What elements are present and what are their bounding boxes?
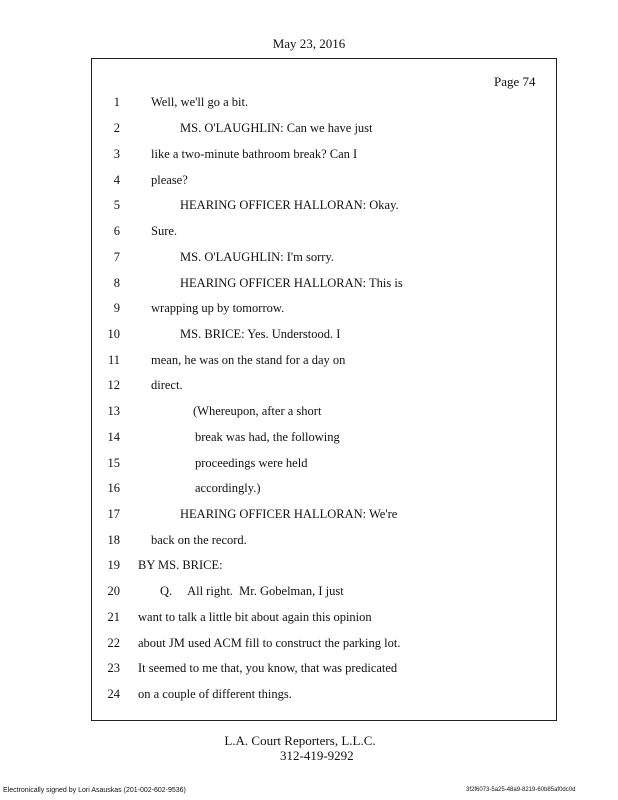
line-number: 22 [107,636,120,650]
transcript-line [0,327,618,347]
transcript-line [0,198,618,218]
page-number: Page 74 [494,74,536,89]
line-number: 13 [107,404,120,418]
line-text: about JM used ACM fill to construct the parking lot. [138,636,401,650]
footer-firm-name: L.A. Court Reporters, L.L.C. [224,733,376,748]
transcript-line [0,147,618,167]
line-number: 6 [113,224,120,238]
line-text: Q. All right. Mr. Gobelman, I just [160,584,344,598]
line-number: 3 [113,147,120,161]
line-number: 21 [107,610,120,624]
transcript-line [0,121,618,141]
line-number: 23 [107,661,120,675]
transcript-line [0,584,618,604]
document-guid: 3f2f6073-5a25-48a9-8219-60b85af0dc0d [466,787,576,793]
line-text: like a two-minute bathroom break? Can I [151,147,358,161]
line-text: on a couple of different things. [138,687,292,701]
line-text: proceedings were held [195,456,308,470]
transcript-line [0,687,618,707]
line-text: Sure. [151,224,178,238]
line-text: accordingly.) [195,481,261,495]
line-number: 15 [107,456,120,470]
line-number: 2 [113,121,120,135]
electronic-signature-note: Electronically signed by Lori Asauskas (201-002-602-9536) [3,787,186,794]
transcript-line [0,610,618,630]
line-number: 9 [113,301,120,315]
line-number: 24 [107,687,120,701]
transcript-line [0,95,618,115]
transcript-line [0,301,618,321]
line-text: direct. [151,378,183,392]
line-number: 10 [107,327,120,341]
line-text: MS. BRICE: Yes. Understood. I [180,327,341,341]
transcript-line [0,404,618,424]
transcript-line [0,276,618,296]
transcript-line [0,378,618,398]
line-number: 11 [107,353,120,367]
line-number: 5 [113,198,120,212]
transcript-line [0,250,618,270]
line-text: It seemed to me that, you know, that was predicated [138,661,398,675]
transcript-line [0,481,618,501]
line-text: back on the record. [151,533,247,547]
transcript-line [0,636,618,656]
line-number: 12 [107,378,120,392]
line-text: mean, he was on the stand for a day on [151,353,346,367]
header-date: May 23, 2016 [272,36,346,51]
line-text: (Whereupon, after a short [193,404,322,418]
line-text: MS. O'LAUGHLIN: I'm sorry. [180,250,335,264]
line-text: BY MS. BRICE: [138,558,223,572]
transcript-line [0,224,618,244]
line-text: HEARING OFFICER HALLORAN: This is [180,276,403,290]
line-number: 19 [107,558,120,572]
line-number: 14 [107,430,120,444]
transcript-line [0,173,618,193]
line-text: break was had, the following [195,430,340,444]
line-text: want to talk a little bit about again this opinion [138,610,372,624]
footer-phone: 312-419-9292 [280,748,354,763]
line-text: HEARING OFFICER HALLORAN: Okay. [180,198,399,212]
line-number: 16 [107,481,120,495]
transcript-line [0,533,618,553]
transcript-line [0,456,618,476]
line-number: 20 [107,584,120,598]
transcript-line [0,661,618,681]
line-number: 17 [107,507,120,521]
line-number: 18 [107,533,120,547]
transcript-line [0,507,618,527]
line-number: 8 [113,276,120,290]
transcript-line [0,430,618,450]
line-text: Well, we'll go a bit. [151,95,249,109]
line-text: HEARING OFFICER HALLORAN: We're [180,507,398,521]
line-text: please? [151,173,188,187]
transcript-line [0,558,618,578]
line-number: 1 [113,95,120,109]
line-text: MS. O'LAUGHLIN: Can we have just [180,121,373,135]
line-text: wrapping up by tomorrow. [151,301,285,315]
transcript-line [0,353,618,373]
line-number: 7 [113,250,120,264]
line-number: 4 [113,173,120,187]
